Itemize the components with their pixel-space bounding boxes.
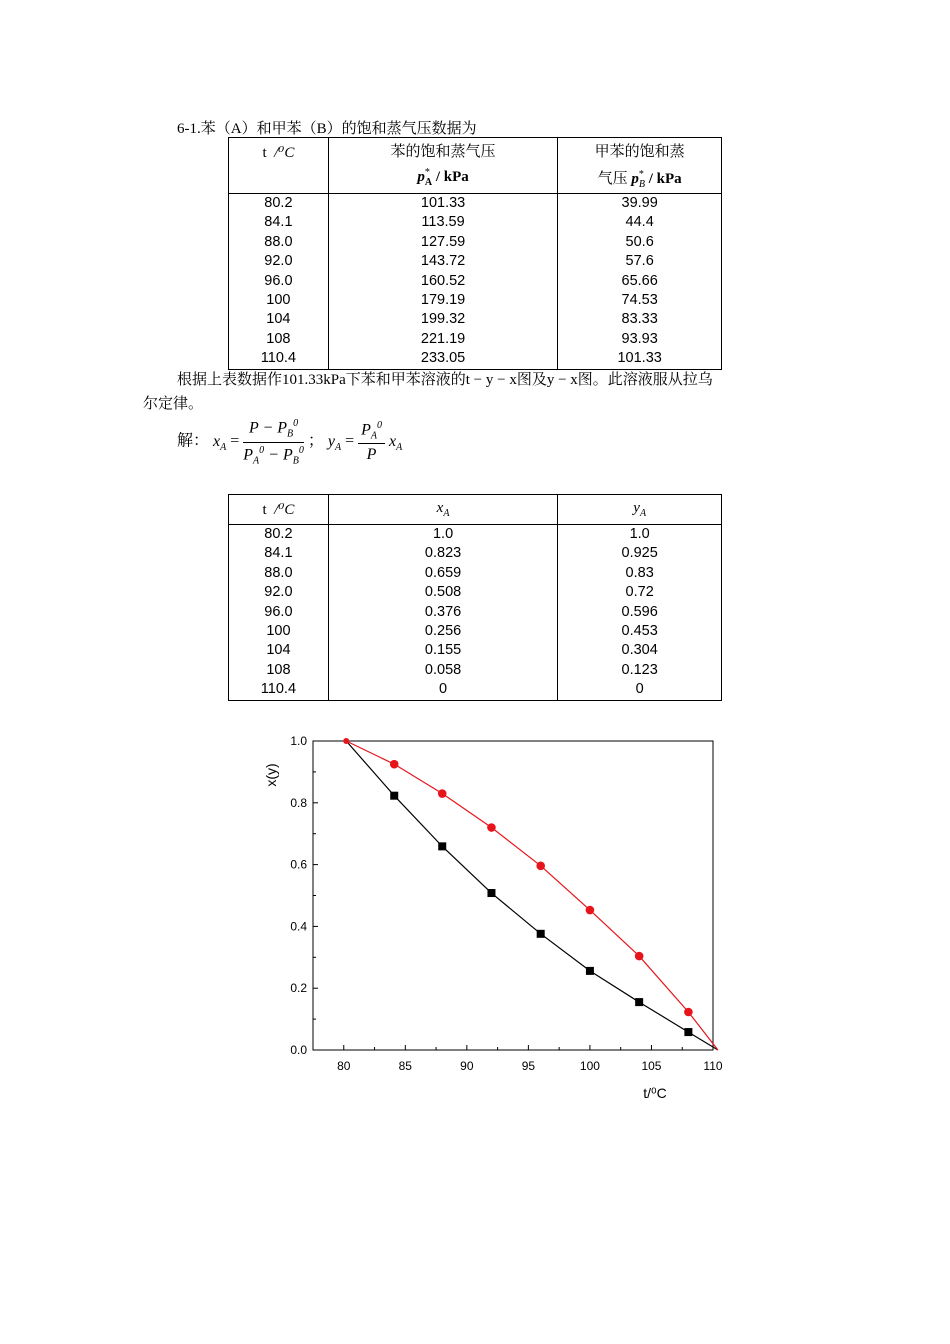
data-point-circle — [487, 823, 496, 832]
table1-t-cell: 110.4 — [260, 350, 297, 367]
table1-pb-cell: 83.33 — [621, 311, 658, 328]
table2-ya-cell: 0.123 — [621, 661, 658, 678]
table2-t-cell: 108 — [266, 661, 291, 678]
table2-ya-cell: 0.596 — [621, 603, 658, 620]
table2-xa-cell: 0.823 — [424, 545, 462, 562]
table1-pa-cell: 233.05 — [420, 350, 466, 367]
table2-column-t — [229, 525, 329, 701]
table1-pa-cell: 221.19 — [420, 330, 466, 347]
table1-pb-cell: 93.93 — [621, 330, 658, 347]
table2-xa-cell: 1.0 — [432, 526, 454, 542]
table2-xa-cell: 0.508 — [424, 584, 462, 601]
data-point-circle — [343, 738, 349, 744]
table1-pa-cell: 179.19 — [420, 292, 466, 309]
table2-t-cell: 100 — [266, 623, 291, 640]
table1-pb-cell: 65.66 — [621, 272, 658, 289]
table2-t-cell: 96.0 — [264, 603, 293, 620]
data-point-square — [684, 1028, 692, 1036]
y-tick-label: 0.8 — [290, 795, 307, 810]
table1-pa-cell: 113.59 — [421, 214, 465, 231]
table2-ya-cell: 0.925 — [621, 545, 658, 562]
data-point-square — [390, 792, 398, 800]
table1-column-pb — [558, 194, 722, 370]
y-tick-label: 0.2 — [290, 981, 307, 996]
x-tick-label: 95 — [521, 1059, 536, 1073]
table1-pb-cell: 44.4 — [625, 214, 654, 231]
table2-xa-cell: 0.155 — [424, 642, 462, 659]
data-point-square — [537, 930, 545, 938]
solution-label: 解： — [177, 432, 210, 450]
table1-header-t: t /⁰C — [229, 138, 329, 194]
table1-t-cell: 84.1 — [264, 214, 293, 231]
table2-t-cell: 104 — [266, 642, 291, 659]
table1-pa-cell: 199.32 — [420, 311, 466, 328]
data-point-circle — [635, 952, 644, 961]
table1-pa-cell: 143.72 — [420, 253, 466, 270]
table2-ya-cell: 0.453 — [621, 623, 658, 640]
table2-ya-cell: 0.304 — [621, 642, 658, 659]
table2-ya-cell: 0.72 — [625, 584, 654, 601]
x-tick-label: 100 — [579, 1059, 600, 1073]
table1-pb-cell: 50.6 — [625, 233, 654, 250]
table2-t-cell: 110.4 — [260, 681, 297, 698]
x-tick-label: 110 — [703, 1059, 723, 1073]
table2-t-cell: 88.0 — [264, 564, 293, 581]
table2-header-t: t /⁰C — [229, 495, 329, 525]
series-line-2 — [346, 741, 718, 1050]
table1-pa-cell: 160.52 — [420, 272, 466, 289]
solution-formula: 解： $x_A$ = $\frac{P - P_B^0}{P_A^0 - P_B^0}$ ； $y_A$ = $\frac{P_A^0}{P}$ $x_A$ — [177, 418, 403, 467]
data-point-circle — [586, 906, 595, 915]
y-tick-label: 0.4 — [290, 919, 307, 934]
data-point-circle — [684, 1008, 693, 1017]
x-tick-label: 90 — [460, 1059, 474, 1073]
table2-t-cell: 84.1 — [264, 545, 293, 562]
table2-ya-cell: 1.0 — [629, 526, 650, 542]
table2-xa-cell: 0.058 — [424, 661, 462, 678]
table2-xa-cell: 0.256 — [424, 623, 462, 640]
table1-t-cell: 96.0 — [264, 272, 293, 289]
table1-t-cell: 104 — [266, 311, 291, 328]
plot-frame — [313, 741, 713, 1050]
data-point-square — [487, 889, 495, 897]
table1-column-t — [229, 194, 329, 370]
table2-ya-cell: 0.83 — [625, 564, 654, 581]
x-axis-label: t/⁰C — [643, 1085, 667, 1101]
y-tick-label: 0.0 — [290, 1043, 307, 1057]
x-tick-label: 105 — [641, 1059, 662, 1073]
table1-t-cell: 80.2 — [264, 195, 293, 211]
data-point-circle — [438, 789, 447, 798]
table2-xa-cell: 0 — [439, 681, 448, 698]
data-point-square — [635, 998, 643, 1006]
problem-text-line2: 尔定律。 — [143, 396, 204, 412]
table1-pb-cell: 101.33 — [617, 350, 662, 367]
problem-text-line1: 根据上表数据作101.33kPa下苯和甲苯溶液的t − y − x图及y − x图。此溶液服从拉乌 — [177, 372, 713, 388]
table2-column-xa — [328, 525, 557, 701]
txy-chart — [240, 725, 740, 1110]
vapor-pressure-table — [228, 137, 722, 370]
table2-t-cell: 80.2 — [264, 526, 293, 542]
table2-t-cell: 92.0 — [264, 584, 293, 601]
table1-pb-cell: 74.53 — [621, 292, 658, 309]
table2-ya-cell: 0 — [635, 681, 644, 698]
table1-column-pa — [328, 194, 557, 370]
table2-xa-cell: 0.376 — [424, 603, 462, 620]
table1-t-cell: 108 — [266, 330, 291, 347]
composition-table — [228, 494, 722, 701]
table1-pb-cell: 39.99 — [621, 195, 658, 211]
y-tick-label: 0.6 — [290, 857, 307, 872]
series-line-1 — [346, 741, 718, 1050]
table1-t-cell: 100 — [266, 292, 291, 309]
table1-t-cell: 88.0 — [264, 233, 293, 250]
data-point-square — [586, 967, 594, 975]
x-tick-label: 80 — [337, 1059, 351, 1073]
table1-pb-cell: 57.6 — [625, 253, 654, 270]
table2-header-xa: $x_A$ — [328, 495, 557, 525]
data-point-circle — [390, 760, 399, 769]
y-tick-label: 1.0 — [290, 734, 307, 748]
table2-column-ya — [558, 525, 722, 701]
data-point-circle — [536, 862, 545, 871]
data-point-square — [438, 842, 446, 850]
problem-title: 6-1.苯（A）和甲苯（B）的饱和蒸气压数据为 — [177, 121, 477, 137]
table1-t-cell: 92.0 — [264, 253, 293, 270]
x-tick-label: 85 — [398, 1059, 412, 1073]
table2-xa-cell: 0.659 — [424, 564, 462, 581]
table1-header-pb: 甲苯的饱和蒸 气压 $p^*_B$ / kPa — [558, 138, 722, 194]
y-axis-label: x(y) — [263, 763, 279, 787]
table1-header-pa: 苯的饱和蒸气压 $p^*_A$ / kPa — [328, 138, 557, 194]
table2-header-ya: $y_A$ — [558, 495, 722, 525]
table1-pa-cell: 101.33 — [420, 195, 466, 211]
table1-pa-cell: 127.59 — [420, 233, 466, 250]
